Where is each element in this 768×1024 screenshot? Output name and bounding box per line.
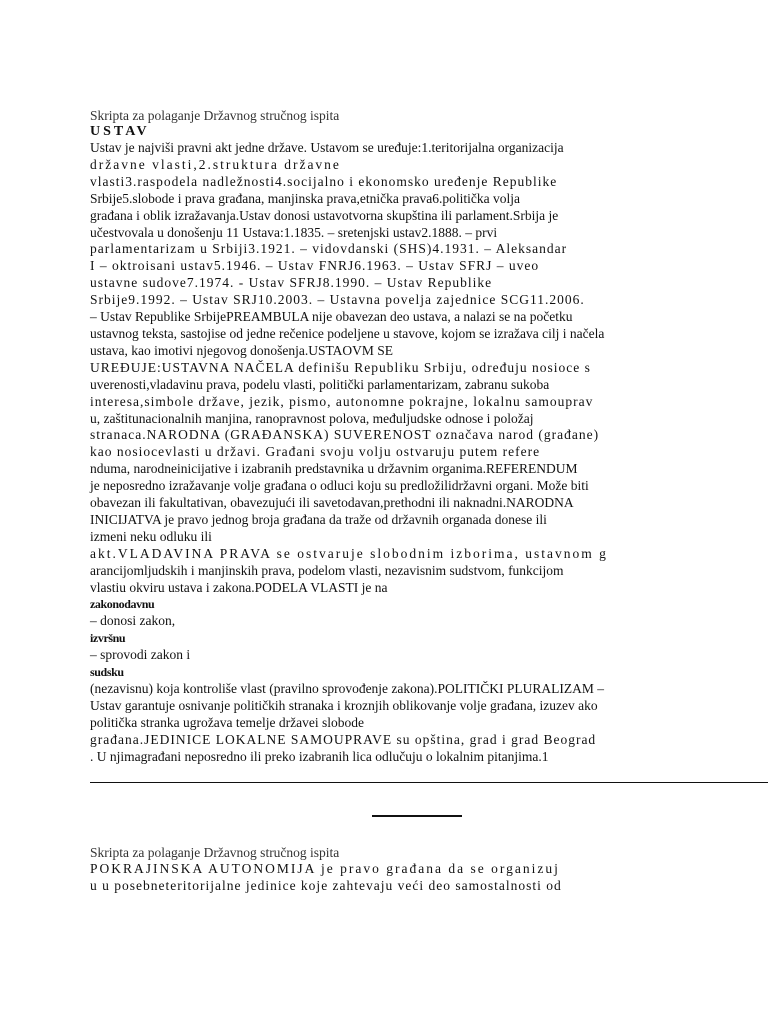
text-line: UREĐUJE:USTAVNA NAČELA definišu Republiku Srbiju, određuju nosioce s	[90, 359, 591, 375]
text-line: akt.VLADAVINA PRAVA se ostvaruje slobodnim izborima, ustavnom g	[90, 545, 608, 561]
text-line: uverenosti,vladavinu prava, podelu vlasti, politički parlamentarizam, zabranu sukoba	[90, 376, 550, 392]
page-header: Skripta za polaganje Državnog stručnog ispita	[90, 108, 340, 123]
text-line: Srbije5.slobode i prava građana, manjinska prava,etnička prava6.politička volja	[90, 190, 520, 206]
bold-term: zakonodavnu	[90, 597, 155, 612]
text-line: POKRAJINSKA AUTONOMIJA je pravo građana da se organizuj	[90, 861, 560, 876]
text-line: – Ustav Republike SrbijePREAMBULA nije obavezan deo ustava, a nalazi se na početku	[90, 309, 573, 325]
text-line: . U njimagrađani neposredno ili preko izabranih lica odlučuju o lokalnim pitanjima.1	[90, 748, 549, 764]
text-line: vlasti3.raspodela nadležnosti4.socijalno i ekonomsko uređenje Republike	[90, 173, 558, 189]
page-bottom-rule	[90, 782, 768, 783]
text-line: izmeni neku odluku ili	[90, 528, 212, 544]
text-line: Srbije9.1992. – Ustav SRJ10.2003. – Ustavna povelja zajednice SCG11.2006.	[90, 292, 585, 308]
bold-term: izvršnu	[90, 631, 126, 646]
text-line: politička stranka ugrožava temelje državei slobode	[90, 714, 365, 730]
text-line: nduma, narodneinicijative i izabranih predstavnika u državnim organima.REFERENDUM	[90, 461, 578, 477]
text-line: parlamentarizam u Srbiji3.1921. – vidovdanski (SHS)4.1931. – Aleksandar	[90, 241, 568, 257]
page-body-2	[90, 861, 730, 895]
text-line: (nezavisnu) koja kontroliše vlast (pravilno sprovođenje zakona).POLITIČKI PLURALIZAM –	[90, 681, 605, 696]
text-line: kao nosiocevlasti u državi. Građani svoju volju ostvaruju putem refere	[90, 444, 541, 460]
text-line: I – oktroisani ustav5.1946. – Ustav FNRJ6.1963. – Ustav SFRJ – uveo	[90, 258, 540, 274]
text-line: Ustav garantuje osnivanje političkih stranaka i kroznjih oblikovanje volje građana, izuzev ako	[90, 697, 598, 713]
text-line: arancijomljudskih i manjinskih prava, podelom vlasti, nezavisnim sudstvom, funkcijom	[90, 562, 564, 578]
section-title: USTAV	[90, 124, 150, 139]
document-page-1	[90, 108, 730, 766]
text-line: INICIJATVA je pravo jednog broja građana da traže od državnih organada donese ili	[90, 511, 547, 527]
text-line: državne vlasti,2.struktura državne	[90, 156, 341, 172]
text-line: ustavnog teksta, sastojise od jedne rečenice podeljene u stavove, kojom se izražava cilj i načela	[90, 325, 605, 341]
text-line: Ustav je najviši pravni akt jedne države. Ustavom se uređuje:1.teritorijalna organizacija	[90, 140, 564, 155]
page-body	[90, 140, 730, 766]
text-line: građana i oblik izražavanja.Ustav donosi ustavotvorna skupština ili parlament.Srbija je	[90, 207, 559, 223]
text-line: učestvovala u donošenju 11 Ustava:1.1835. – sretenjski ustav2.1888. – prvi	[90, 224, 498, 240]
page-header-2: Skripta za polaganje Državnog stručnog ispita	[90, 845, 340, 860]
text-line: ustavne sudove7.1974. - Ustav SFRJ8.1990. – Ustav Republike	[90, 275, 493, 291]
text-line: vlastiu okviru ustava i zakona.PODELA VLASTI je na	[90, 579, 388, 595]
text-line: građana.JEDINICE LOKALNE SAMOUPRAVE su opština, grad i grad Beograd	[90, 731, 597, 747]
document-page-2	[90, 845, 730, 895]
text-line: – sprovodi zakon i	[90, 647, 191, 663]
text-line: u, zaštitunacionalnih manjina, ranopravnost polova, međuljudske odnose i položaj	[90, 410, 534, 426]
text-line: obavezan ili fakultativan, obavezujući ili savetodavan,prethodni ili naknadni.NARODNA	[90, 495, 574, 511]
text-line: – donosi zakon,	[90, 613, 176, 629]
page-separator	[372, 815, 462, 817]
text-line: u u posebneteritorijalne jedinice koje zahtevaju veći deo samostalnosti od	[90, 877, 562, 893]
text-line: je neposredno izražavanje volje građana o odluci koju su predložilidržavni organi. Može biti	[90, 478, 589, 494]
text-line: ustava, kao imotivi njegovog donošenja.USTAOVM SE	[90, 342, 394, 358]
bold-term: sudsku	[90, 665, 124, 680]
text-line: interesa,simbole države, jezik, pismo, autonomne pokrajne, lokalnu samouprav	[90, 393, 594, 409]
text-line: stranaca.NARODNA (GRAĐANSKA) SUVERENOST označava narod (građane)	[90, 427, 600, 443]
